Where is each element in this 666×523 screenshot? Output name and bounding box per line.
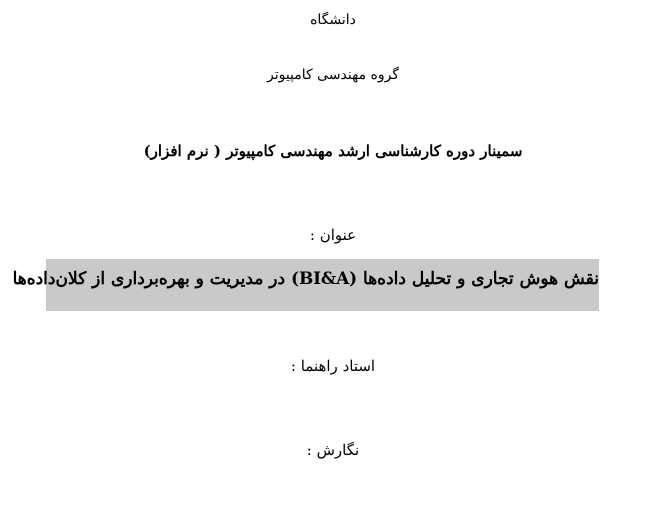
- document-title: نقش هوش تجاری و تحلیل داده‌ها (BI&A) در مدیریت و بهره‌برداری از کلان‌داده‌ها: [12, 269, 599, 289]
- advisor-label: استاد راهنما :: [290, 357, 376, 375]
- department-name: گروه مهندسی کامپیوتر: [266, 67, 400, 83]
- title-highlight-box: [12, 259, 599, 311]
- author-label: نگارش :: [306, 441, 360, 459]
- university-name: دانشگاه: [310, 12, 356, 28]
- seminar-heading: سمینار دوره کارشناسی ارشد مهندسی کامپیوتر ( نرم افزار): [143, 142, 523, 160]
- title-label: عنوان :: [309, 226, 357, 244]
